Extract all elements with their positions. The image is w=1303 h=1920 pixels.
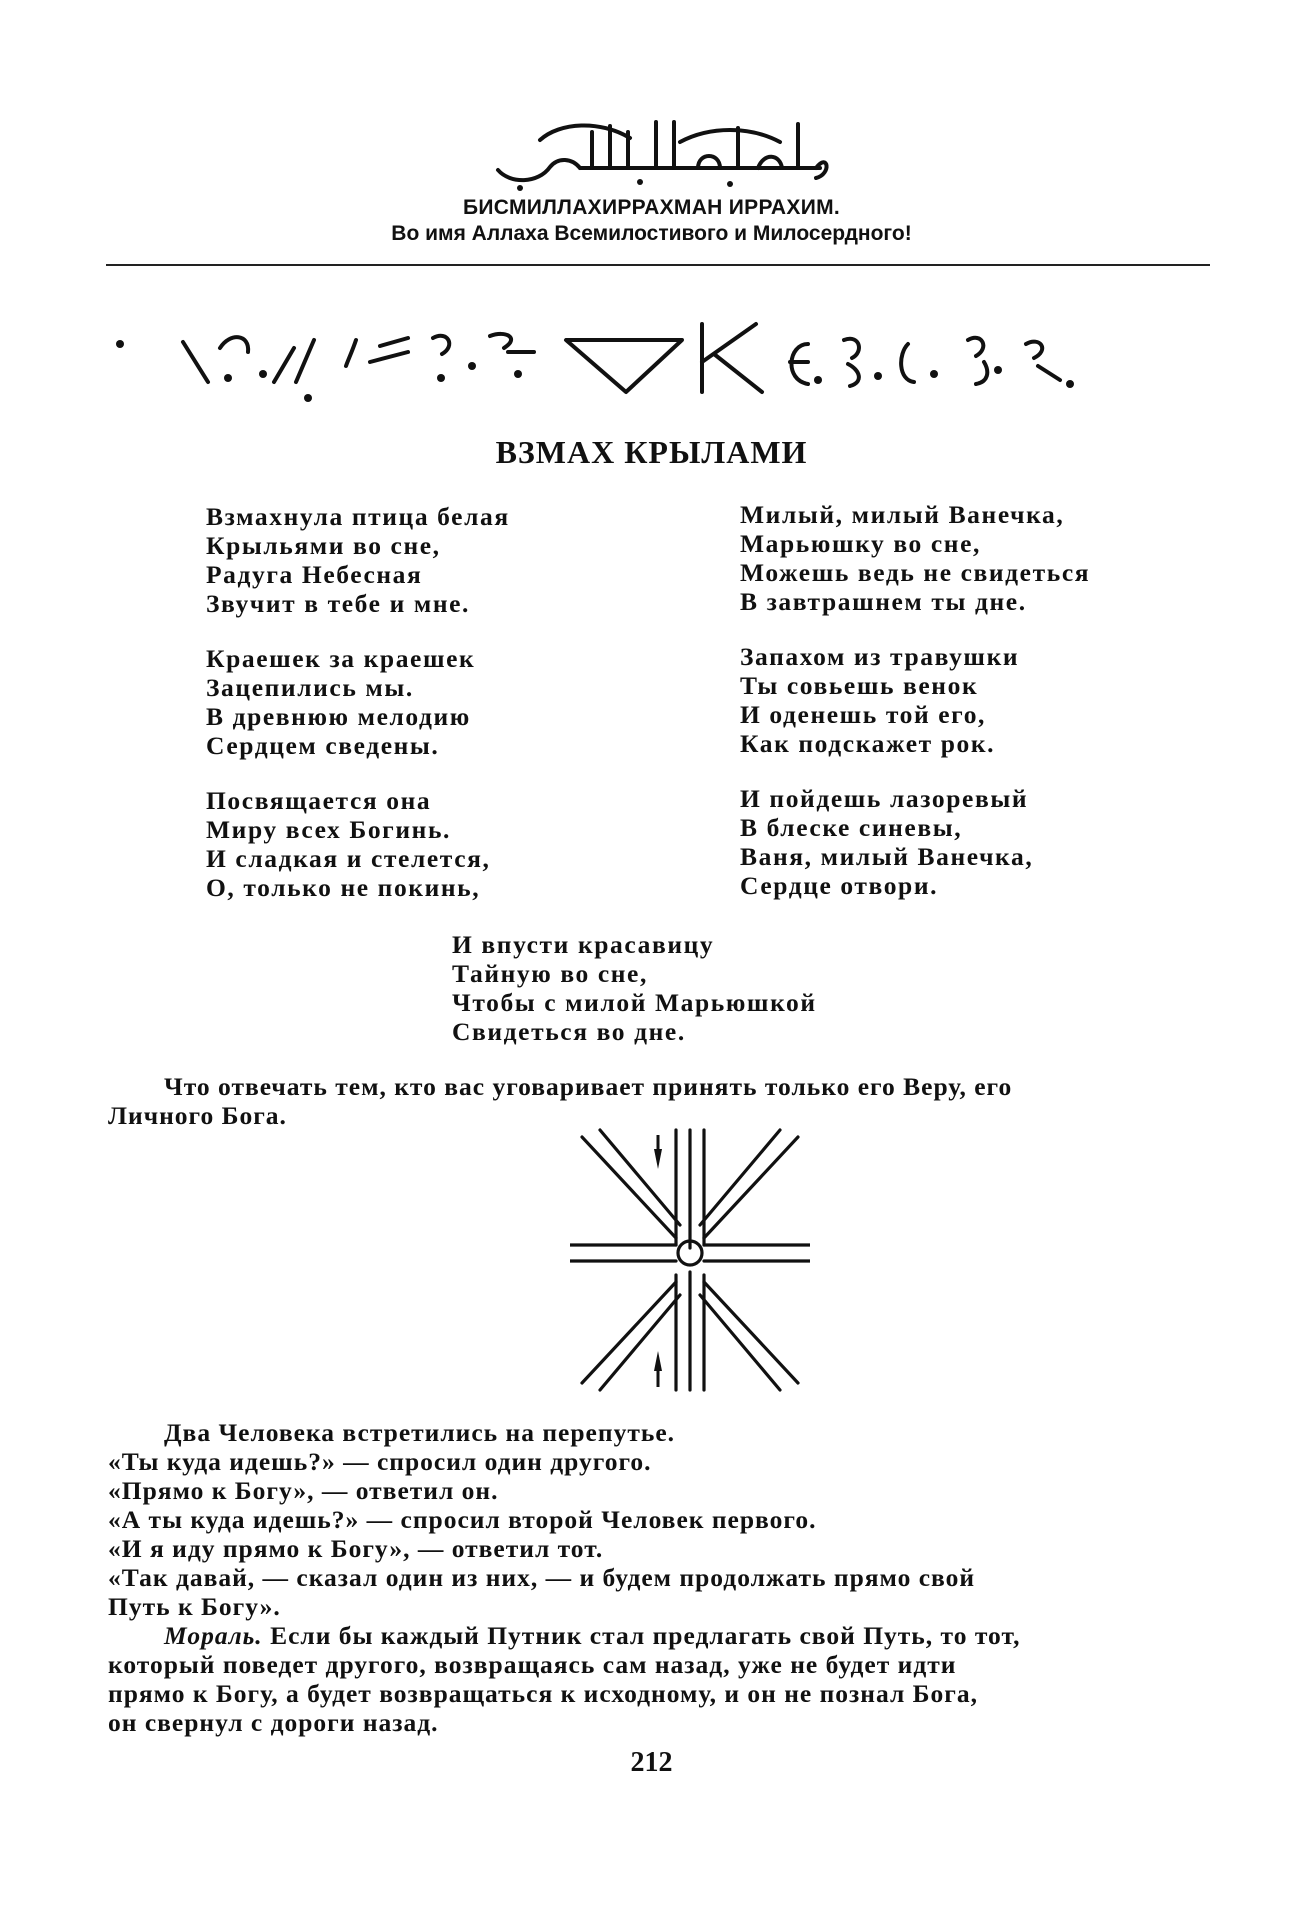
- poem-line: И сладкая и стелется,: [206, 844, 491, 873]
- page-number: 212: [630, 1747, 673, 1778]
- moral-line: он свернул с дороги назад.: [108, 1708, 439, 1737]
- poem-line: Миру всех Богинь.: [206, 815, 452, 844]
- parable-line: «Ты куда идешь?» — спросил один другого.: [108, 1447, 652, 1476]
- poem-line: Марьюшку во сне,: [740, 529, 981, 558]
- parable-line: «Так давай, — сказал один из них, — и будем продолжать прямо свой: [108, 1563, 976, 1592]
- symbol-glyph-line: [108, 300, 1208, 410]
- basmala-translation: Во имя Аллаха Всемилостивого и Милосердного!: [391, 222, 912, 245]
- poem-line: Чтобы с милой Марьюшкой: [452, 988, 817, 1017]
- poem-stanza-right-3: [740, 784, 1033, 900]
- question-line: Личного Бога.: [108, 1101, 287, 1130]
- poem-line: Звучит в тебе и мне.: [206, 589, 471, 618]
- crossroads-star-figure: [570, 1125, 810, 1395]
- poem-line: Тайную во сне,: [452, 959, 648, 988]
- poem-stanza-left-1: [206, 502, 510, 618]
- poem-stanza-right-2: [740, 642, 1019, 758]
- parable-paragraph: [108, 1418, 1218, 1737]
- basmala-title: БИСМИЛЛАХИРРАХМАН ИРРАХИМ.: [462, 196, 841, 219]
- moral-text: Если бы каждый Путник стал предлагать свой Путь, то тот,: [262, 1621, 1021, 1650]
- poem-title: ВЗМАХ КРЫЛАМИ: [495, 434, 808, 470]
- poem-stanza-left-2: [206, 644, 475, 760]
- poem-line: Как подскажет рок.: [740, 729, 996, 758]
- poem-line: Запахом из травушки: [740, 642, 1020, 671]
- poem-line: В древнюю мелодию: [206, 702, 471, 731]
- parable-line: «Прямо к Богу», — ответил он.: [108, 1476, 499, 1505]
- parable-line: Два Человека встретились на перепутье.: [164, 1418, 676, 1447]
- poem-line: Свидеться во дне.: [452, 1017, 686, 1046]
- poem-line: О, только не покинь,: [206, 873, 481, 902]
- poem-line: Ваня, милый Ванечка,: [740, 842, 1034, 871]
- moral-line: прямо к Богу, а будет возвращаться к исходному, и он не познал Бога,: [108, 1679, 978, 1708]
- parable-line: Путь к Богу».: [108, 1592, 281, 1621]
- poem-line: В блеске синевы,: [740, 813, 963, 842]
- poem-line: Ты совьешь венок: [740, 671, 979, 700]
- poem-stanza-left-3: [206, 786, 491, 902]
- moral-label: Мораль.: [164, 1621, 263, 1650]
- poem-line: Можешь ведь не свидеться: [740, 558, 1091, 587]
- parable-line: «А ты куда идешь?» — спросил второй Человек первого.: [108, 1505, 817, 1534]
- poem-stanza-right-1: [740, 500, 1090, 616]
- poem-line: Милый, милый Ванечка,: [740, 500, 1065, 529]
- parable-line: «И я иду прямо к Богу», — ответил тот.: [108, 1534, 604, 1563]
- basmala-calligraphy: [480, 112, 840, 192]
- poem-line: Краешек за краешек: [206, 644, 476, 673]
- poem-line: Крыльями во сне,: [206, 531, 441, 560]
- poem-line: Посвящается она: [206, 786, 432, 815]
- question-paragraph: [108, 1072, 1218, 1130]
- poem-line: И впусти красавицу: [452, 930, 715, 959]
- poem-line: И оденешь той его,: [740, 700, 987, 729]
- poem-line: В завтрашнем ты дне.: [740, 587, 1027, 616]
- question-line: Что отвечать тем, кто вас уговаривает принять только его Веру, его: [164, 1072, 1013, 1101]
- header-divider: [106, 264, 1210, 266]
- moral-line: который поведет другого, возвращаясь сам назад, уже не будет идти: [108, 1650, 957, 1679]
- poem-line: Зацепились мы.: [206, 673, 414, 702]
- poem-stanza-final: [452, 930, 817, 1046]
- poem-line: Сердцем сведены.: [206, 731, 440, 760]
- poem-line: И пойдешь лазоревый: [740, 784, 1029, 813]
- poem-line: Взмахнула птица белая: [206, 502, 510, 531]
- moral-line: [108, 1621, 1218, 1650]
- poem-line: Сердце отвори.: [740, 871, 939, 900]
- poem-line: Радуга Небесная: [206, 560, 423, 589]
